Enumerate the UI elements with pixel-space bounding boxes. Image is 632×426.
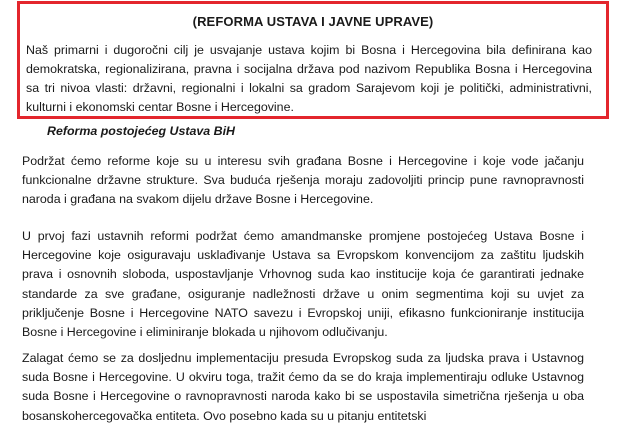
body-paragraph-1: Podržat ćemo reforme koje su u interesu svih građana Bosne i Hercegovine i koje vode jačanju funkcionalne državne strukture. Sva buduća rješenja moraju zadovoljiti princip pune ravnopravnosti naroda i građana na svakom dijelu države Bosne i Hercegovine. — [22, 154, 584, 207]
body-paragraph-3: Zalagat ćemo se za dosljednu implementaciju presuda Evropskog suda za ljudska prava i Ustavnog suda Bosne i Hercegovine. U okviru toga, tražit ćemo da se do kraja implementiraju odluke Ustavnog suda Bosne i Hercegovine o ravnopravnosti naroda kako bi se uspostavila simetrična rješenja u oba bosanskohercegovačka entiteta. Ovo posebno kada su u pitanju entitetski — [22, 351, 584, 423]
box-paragraph: Naš primarni i dugoročni cilj je usvajanje ustava kojim bi Bosna i Hercegovina bila definirana kao demokratska, regionalizirana, pravna i socijalna država pod nazivom Republika Bosna i Hercegovina sa tri nivoa vlasti: državni, regionalni i lokalni sa gradom Sarajevom koji je politički, administrativni, kulturni i ekonomski centar Bosne i Hercegovine. — [26, 43, 592, 114]
box-title: (REFORMA USTAVA I JAVNE UPRAVE) — [192, 14, 434, 29]
section-subheading: Reforma postojećeg Ustava BiH — [47, 124, 235, 138]
body-paragraph-2: U prvoj fazi ustavnih reformi podržat ćemo amandmanske promjene postojećeg Ustava Bosne i Hercegovine koje osiguravaju usklađivanje Ustava sa Evropskom konvencijom za zaštitu ljudskih prava i osnovnih sloboda, uspostavljanje Vrhovnog suda kao institucije koja će garantirati jednake standarde za sve građane, osiguranje nadležnosti države u onim segmentima koji su uvjet za priključenje Bosne i Hercegovine NATO savezu i Evropskoj uniji, efikasno funkcioniranje institucija Bosne i Hercegovine i eliminiranje blokada u njihovom odlučivanju. — [22, 229, 584, 340]
highlight-box — [17, 1, 609, 119]
